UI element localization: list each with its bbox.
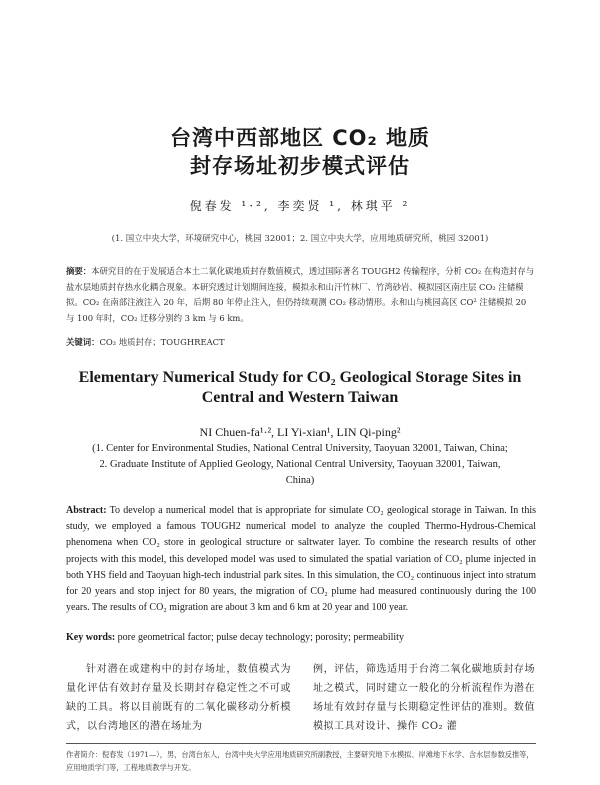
body-left-column: 针对潜在或建构中的封存场址，数值模式为量化评估有效封存量及长期封存稳定性之不可或缺的工具。将以目前既有的二氧化碳移动分析模式，以台湾地区的潜在场址为 bbox=[66, 664, 291, 732]
title-en-line2: Central and Western Taiwan bbox=[201, 389, 399, 406]
abstract-en bbox=[66, 503, 536, 616]
keywords-cn-text: CO₂ 地质封存；TOUGHREACT bbox=[99, 337, 225, 347]
affiliation-en-line2: 2. Graduate Institute of Applied Geology, National Central University, Taoyuan 32001, Taiwan, bbox=[99, 459, 501, 470]
authors-cn: 倪春发 ¹·², 李奕贤 ¹, 林琪平 ² bbox=[189, 199, 411, 213]
affiliation-en bbox=[50, 441, 550, 489]
footnote-divider bbox=[66, 743, 536, 744]
keywords-cn-label: 关键词： bbox=[66, 337, 100, 347]
keywords-cn bbox=[66, 336, 536, 348]
abstract-cn-text: 本研究目的在于发展适合本土二氧化碳地质封存数值模式，透过国际著名 TOUGH2 传输程序，分析 CO₂ 在构造封存与盐水层地质封存热水化耦合现象。本研究透过计划期间连接，模拟永和山汗竹林厂、竹湾砂岩、模拟园区南庄层 CO₂ 注储模拟。CO₂ 在南部注液注入 20 年，后期 80 年停止注入，但仍持续观测 CO₂ 移动情形。永和山与桃园高区 CO² 注储模拟 20 与 100 年时，CO₂ 迁移分别约 3 km 与 6 km。 bbox=[66, 266, 535, 323]
authors-en: NI Chuen-fa¹·², LI Yi-xian¹, LIN Qi-ping² bbox=[199, 425, 401, 439]
title-en bbox=[40, 368, 560, 408]
affiliation-cn: (1. 国立中央大学，环境研究中心，桃园 32001；2. 国立中央大学，应用地质研究所，桃园 32001) bbox=[111, 234, 489, 244]
keywords-en bbox=[66, 632, 536, 643]
title-en-line1: Elementary Numerical Study for CO₂ Geological Storage Sites in bbox=[78, 369, 522, 386]
abstract-cn bbox=[66, 264, 536, 326]
affiliation-en-line1: (1. Center for Environmental Studies, National Central University, Taoyuan 32001, Taiwan, China; bbox=[92, 443, 508, 454]
body-right-column: 例，评估，筛选适用于台湾二氧化碳地质封存场址之模式，同时建立一般化的分析流程作为潜在场址有效封存量与长期稳定性评估的准则。数值模拟工具对设计、操作 CO₂ 灌 bbox=[313, 664, 535, 732]
keywords-en-text: pore geometrical factor; pulse decay technology; porosity; permeability bbox=[117, 632, 404, 643]
author-footnote: 作者简介：倪春发（1971—），男，台湾台东人，台湾中央大学应用地质研究所副教授，主要研究地下水模拟、岸滩地下水学、含水层参数反推等，应用地质学门等，工程地质教学与开发。 bbox=[66, 750, 534, 772]
abstract-en-text: To develop a numerical model that is appropriate for simulate CO₂ geological storage in Taiwan. In this study, we employed a famous TOUGH2 numerical model to analyze the coupled Thermo-Hydrous-Chemical phenomena when CO₂ store in geological structure or saltwater layer. To combine the research results of other projects with this model, this developed model was used to simulated the spatial variation of CO₂ plume injected in both YHS field and Taoyuan high-tech industrial park sites. In this simulation, the CO₂ continuous inject into stratum for 20 years and stop inject for 80 years, the migration of CO₂ plume had measured continuously during the 100 years. The results of CO₂ migration are about 3 km and 6 km at 20 year and 100 year. bbox=[66, 505, 536, 614]
keywords-en-label: Key words: bbox=[66, 632, 116, 643]
title-cn-line2: 封存场址初步模式评估 bbox=[190, 154, 410, 178]
abstract-cn-label: 摘要： bbox=[66, 266, 92, 276]
affiliation-en-line3: China) bbox=[285, 475, 315, 486]
abstract-en-label: Abstract: bbox=[66, 505, 107, 516]
title-cn-line1: 台湾中西部地区 CO₂ 地质 bbox=[169, 126, 431, 150]
